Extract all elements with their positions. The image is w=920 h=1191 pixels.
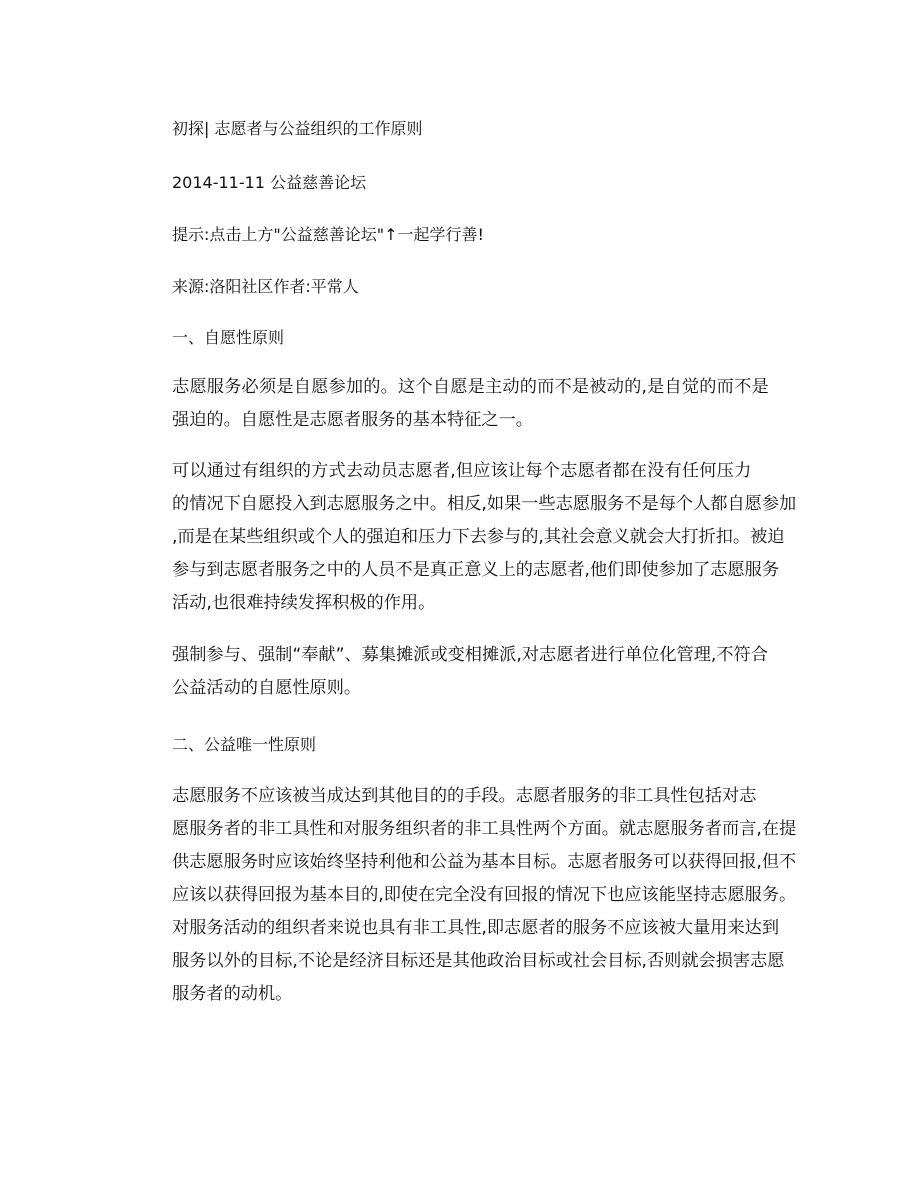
article-source: 来源:洛阳社区作者:平常人	[172, 277, 359, 296]
paragraph-line: 对服务活动的组织者来说也具有非工具性,即志愿者的服务不应该被大量用来达到	[172, 918, 780, 938]
section-heading-2: 二、公益唯一性原则	[172, 735, 317, 754]
paragraph-line: 服务者的动机。	[172, 984, 293, 1004]
paragraph-line: ,而是在某些组织或个人的强迫和压力下去参与的,其社会意义就会大打折扣。被迫	[172, 527, 785, 547]
paragraph-line: 应该以获得回报为基本目的,即使在完全没有回报的情况下也应该能坚持志愿服务。	[172, 885, 797, 905]
paragraph-line: 志愿服务不应该被当成达到其他目的的手段。志愿者服务的非工具性包括对志	[172, 786, 757, 806]
article-meta: 2014-11-11 公益慈善论坛	[172, 173, 367, 192]
paragraph-line: 愿服务者的非工具性和对服务组织者的非工具性两个方面。就志愿服务者而言,在提	[172, 819, 797, 839]
paragraph-line: 供志愿服务时应该始终坚持利他和公益为基本目标。志愿者服务可以获得回报,但不	[172, 852, 797, 872]
paragraph-line: 公益活动的自愿性原则。	[172, 678, 362, 698]
article-tip: 提示:点击上方"公益慈善论坛"↑一起学行善!	[172, 225, 484, 244]
paragraph-line: 的情况下自愿投入到志愿服务之中。相反,如果一些志愿服务不是每个人都自愿参加	[172, 494, 797, 514]
paragraph-line: 强迫的。自愿性是志愿者服务的基本特征之一。	[172, 410, 533, 430]
paragraph-line: 强制参与、强制“奉献”、募集摊派或变相摊派,对志愿者进行单位化管理,不符合	[172, 645, 768, 665]
section-heading-1: 一、自愿性原则	[172, 328, 285, 347]
article-title: 初探| 志愿者与公益组织的工作原则	[172, 119, 423, 138]
paragraph-line: 活动,也很难持续发挥积极的作用。	[172, 593, 436, 613]
paragraph-line: 可以通过有组织的方式去动员志愿者,但应该让每个志愿者都在没有任何压力	[172, 461, 752, 481]
paragraph-line: 志愿服务必须是自愿参加的。这个自愿是主动的而不是被动的,是自觉的而不是	[172, 377, 769, 397]
paragraph-line: 服务以外的目标,不论是经济目标还是其他政治目标或社会目标,否则就会损害志愿	[172, 951, 785, 971]
paragraph-line: 参与到志愿者服务之中的人员不是真正意义上的志愿者,他们即使参加了志愿服务	[172, 560, 780, 580]
